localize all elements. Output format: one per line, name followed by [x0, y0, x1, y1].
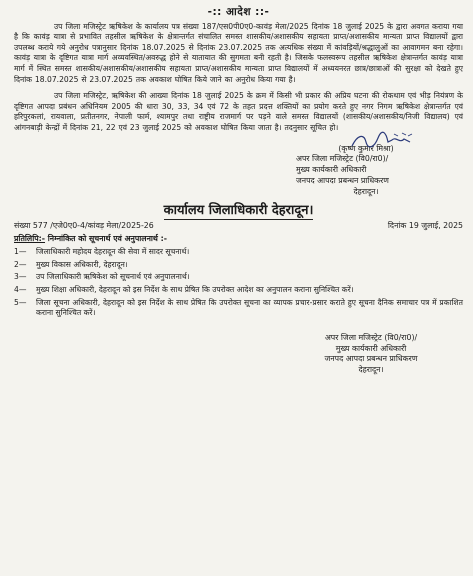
reference-number: संख्या 577 /एजे0ए0-4/कांवड़ मेला/2025-26 [14, 221, 154, 231]
signatory-place: देहरादून। [353, 186, 379, 196]
copy-to-heading [14, 234, 463, 245]
signatory2-place: देहरादून। [358, 365, 384, 375]
office-heading [14, 202, 463, 218]
signatory-designation-2: मुख्य कार्यकारी अधिकारी [296, 165, 367, 175]
signature-block-2 [296, 333, 446, 376]
reference-date: दिनांक 19 जुलाई, 2025 [387, 221, 463, 231]
recipient-text: मुख्य शिक्षा अधिकारी, देहरादून को इस निर्देश के साथ प्रेषित कि उपरोक्त आदेश का अनुपालन कराना सुनिश्चित करें। [36, 285, 354, 295]
signature-block-1 [296, 144, 463, 198]
signatory2-designation-2: मुख्य कार्यकारी अधिकारी [335, 343, 407, 353]
recipient-number: 4— [14, 285, 27, 295]
handwritten-signature-icon [348, 130, 418, 152]
copy-to-text: निम्नांकित को सूचनार्थ एवं अनुपालनार्थ :- [47, 233, 167, 243]
recipient-number: 5— [14, 297, 27, 307]
recipient-item [14, 260, 463, 271]
order-paragraph-2: उप जिला मजिस्ट्रेट, ऋषिकेश की आख्या दिनांक 18 जुलाई 2025 के क्रम में किसी भी प्रकार की अप्रिय घटना की रोकथाम एवं भीड़ नियंत्रण के दृष्टिगत आपदा प्रबंधन अधिनियम 2005 की धारा 30, 33, 34 एवं 72 के तहत प्रदत्त शक्तियों का प्रयोग करते हुए नगर निगम ऋषिकेश क्षेत्रान्तर्गत एवं हरिपुरकलां, रायवाला, प्रतीतनगर, नेपाली फार्म, श्यामपुर तथा राष्ट्रीय राजमार्ग पर पड़ने वाले समस्त विद्यालयों (शासकीय/अशासकीय/निजी विद्यालय) एवं आंगनबाड़ी केन्द्रों में दिनांक 21, 22 एवं 23 जुलाई 2025 को अवकाश घोषित किया जाता है। तदनुसार सूचित हो। [14, 91, 463, 132]
copy-to-prefix: प्रतिलिपि:- [14, 233, 46, 243]
recipient-text: जिलाधिकारी महोदय देहरादून की सेवा में सादर सूचनार्थ। [36, 247, 190, 257]
office-heading-text: कार्यालय जिलाधिकारी देहरादून। [163, 202, 314, 218]
recipient-number: 2— [14, 259, 27, 269]
signatory-designation-1: अपर जिला मजिस्ट्रेट (वि0/रा0)/ [296, 154, 389, 164]
recipient-text: जिला सूचना अधिकारी, देहरादून को इस निर्देश के साथ प्रेषित कि उपरोक्त सूचना का व्यापक प्रचार-प्रसार कराते हुए सूचना दैनिक समाचार पत्र में प्रकाशित कराना सुनिश्चित करें। [36, 297, 463, 318]
order-paragraph-1: उप जिला मजिस्ट्रेट ऋषिकेश के कार्यालय पत्र संख्या 187/एस0पी0ए0-कावंड़ मेला/2025 दिनांक 18 जुलाई 2025 के द्वारा अवगत कराया गया है कि कावंड़ यात्रा से प्रभावित तहसील ऋषिकेश के क्षेत्रान्तर्गत संचालित समस्त शासकीय/अशासकीय सहायता प्राप्त/अशासकीय मान्यता प्राप्त विद्यालयों द्वारा उपलब्ध कराये गये अनुरोध पत्रानुसार दिनांक 18.07.2025 से दिनांक 23.07.2025 तक अत्यधिक संख्या में कांवड़ियों/श्रद्धालुओं का आवागमन बना रहेगा। कावंड़ यात्रा के दृष्टिगत यात्रा मार्ग अव्यवस्थित/अवरुद्ध होने से यातायात की सुगमता बनी रहती है। जिसके फलस्वरूप तहसील ऋषिकेश क्षेत्रान्तर्गत कावंड़ यात्रा मार्ग में स्थित समस्त शासकीय/अशासकीय/अशासकीय सहायता प्राप्त/अशासकीय मान्यता प्राप्त विद्यालयों में अध्ययनरत छात्र/छात्राओं की सुरक्षा को देखते हुए दिनांक 18.07.2025 से 23.07.2025 तक अवकाश घोषित किये जाने का अनुरोध किया गया है। [14, 21, 463, 84]
signatory2-designation-1: अपर जिला मजिस्ट्रेट (वि0/रा0)/ [324, 332, 418, 342]
recipient-number: 3— [14, 272, 27, 282]
recipient-item [14, 247, 463, 258]
order-title: -:: आदेश ::- [207, 6, 270, 18]
recipient-item [14, 298, 463, 319]
recipient-item [14, 285, 463, 296]
recipient-text: उप जिलाधिकारी ऋषिकेश को सूचनार्थ एवं अनुपालनार्थ। [36, 272, 190, 282]
signatory-name: (कृष्ण कुमार मिश्रा) [338, 143, 394, 153]
recipient-text: मुख्य विकास अधिकारी, देहरादून। [36, 259, 128, 269]
recipient-item [14, 272, 463, 283]
recipient-number: 1— [14, 247, 27, 257]
signatory2-designation-3: जनपद आपदा प्रबन्धन प्राधिकरण [324, 354, 418, 364]
reference-row [14, 221, 463, 232]
signatory-designation-3: जनपद आपदा प्रबन्धन प्राधिकरण [296, 175, 389, 185]
